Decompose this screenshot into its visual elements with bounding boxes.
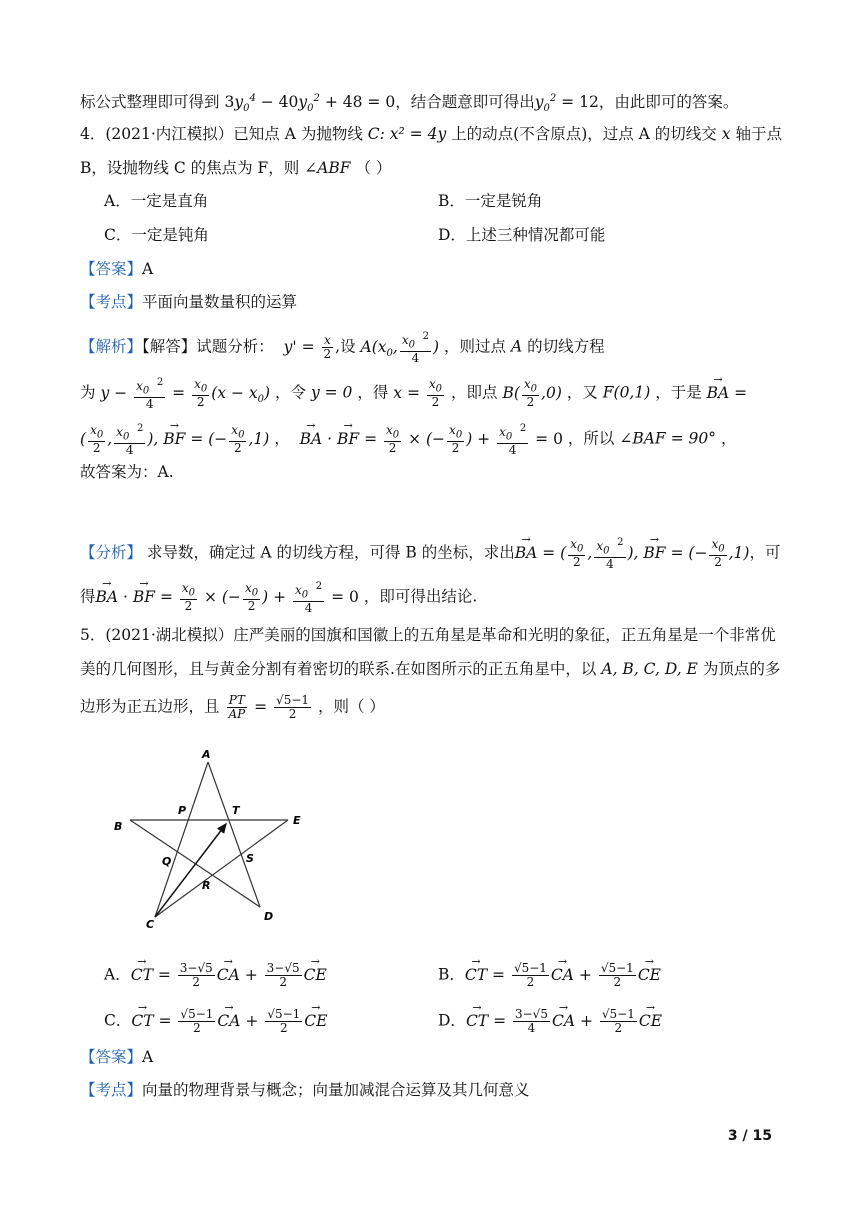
q4-stem-1c: 上的动点(不含原点)，过点 A 的切线交 bbox=[451, 125, 717, 143]
q5-answer-tag: 【答案】 bbox=[80, 1048, 143, 1066]
intro-suffix: ，由此即可的答案。 bbox=[598, 93, 739, 112]
q4-fenxi-tag: 【分析】 bbox=[80, 543, 143, 562]
q4-vec-ba-eq: → BA = bbox=[707, 384, 748, 402]
q4-l2-d: ，得 bbox=[357, 383, 389, 402]
intro-prefix: 标公式整理即可得到 bbox=[80, 93, 225, 112]
q4-analysis-t3: A bbox=[510, 337, 523, 356]
q4-stem-line-2 bbox=[80, 157, 780, 179]
q4-tangent-eq: y − $\frac{x_0 ^2}{4}$ = $\frac{x_0}{2}$ $(x - x_0)$ bbox=[100, 377, 271, 412]
q4-fenxi-end: ，可 bbox=[749, 543, 781, 562]
q4-option-b: B．一定是锐角 bbox=[438, 192, 543, 210]
q5-option-a-label: A． bbox=[104, 965, 131, 984]
q5-option-d-label: D． bbox=[438, 1011, 466, 1030]
q4-analysis-intro: 试题分析： bbox=[196, 337, 274, 356]
q4-stem-2a: B，设抛物线 C 的焦点为 F，则 bbox=[80, 159, 300, 177]
q5-stem-line-2 bbox=[80, 658, 780, 680]
q4-analysis-t4: 的切线方程 bbox=[527, 337, 605, 356]
q4-l3-a: ， bbox=[274, 429, 290, 448]
q4-answer-tag: 【答案】 bbox=[80, 260, 143, 278]
q4-conclusion: 故答案为：A. bbox=[80, 463, 174, 481]
pentagram-figure bbox=[100, 742, 330, 932]
q5-stem-3b: ，则（ ） bbox=[317, 697, 385, 716]
page-number: 3 / 15 bbox=[727, 1128, 772, 1144]
label-d: D bbox=[264, 910, 274, 923]
label-q: Q bbox=[162, 855, 172, 868]
q4-point-b: B( $\frac{x_0}{2}$ ,0) bbox=[502, 377, 562, 410]
q4-vectors: ( $\frac{x_0}{2}$ , $\frac{x_0 ^2}{4}$ ), → BF = (− $\frac{x_0}{2}$ ,1) bbox=[80, 430, 269, 448]
q4-analysis-t1: ,设 bbox=[335, 337, 356, 356]
q4-angle: ∠ABF bbox=[304, 159, 351, 177]
q5-point: 向量的物理背景与概念；向量加减混合运算及其几何意义 bbox=[142, 1081, 530, 1099]
q4-analysis-line-3 bbox=[80, 422, 780, 457]
q4-fenxi-vectors: → BA = ( $\frac{x_0}{2}$ , $\frac{x_0 ^2}{4}$ ), → BF = (− $\frac{x_0}{2}$ ,1) bbox=[515, 544, 750, 562]
q4-fenxi-2a: 得 bbox=[80, 587, 96, 606]
q5-option-a bbox=[104, 962, 327, 989]
edge-a-c bbox=[155, 762, 211, 917]
q5-option-b bbox=[438, 962, 661, 989]
q4-l3-d: ， bbox=[720, 429, 737, 448]
q4-derivative: y' = $\frac{x}{2}$ bbox=[278, 333, 332, 362]
q4-fenxi-text: 求导数，确定过 A 的切线方程，可得 B 的坐标，求出 bbox=[146, 543, 515, 562]
label-b: B bbox=[114, 820, 123, 833]
q4-option-d: D．上述三种情况都可能 bbox=[438, 226, 606, 244]
q4-fenxi-line-1 bbox=[80, 536, 780, 571]
q4-fenxi-2b: ，即可得出结论. bbox=[363, 587, 478, 606]
label-a: A bbox=[202, 748, 211, 761]
q4-l2-a: 为 bbox=[80, 383, 96, 402]
q4-l2-b: ，令 bbox=[274, 383, 306, 402]
q4-answer: A bbox=[142, 260, 154, 278]
q4-l2-f: ，又 bbox=[566, 383, 598, 402]
label-c: C bbox=[146, 918, 155, 931]
q4-analysis-tag: 【解析】 bbox=[80, 337, 143, 356]
q4-answer-line bbox=[80, 258, 780, 280]
q4-stem-1a: 4．(2021·内江模拟）已知点 A 为抛物线 bbox=[80, 125, 363, 143]
intro-equation-2: $y_0^2 = 12$ bbox=[534, 93, 599, 115]
q4-analysis-sub: 【解答】 bbox=[142, 337, 197, 356]
intro-line bbox=[80, 88, 780, 120]
q5-stem-2c: 为顶点的多 bbox=[702, 660, 781, 678]
q5-ratio: $\frac{PT}{AP}$ = $\frac{√5-1}{2}$ bbox=[228, 693, 310, 721]
q4-dot-product: → BA · → BF = $\frac{x_0}{2}$ × (− $\frac{x_0}{2}$ ) + $\frac{x_0 ^2}{4}$ = 0 bbox=[295, 430, 563, 448]
q5-answer: A bbox=[142, 1048, 154, 1066]
q5-stem-line-3 bbox=[80, 694, 780, 721]
q5-point-tag: 【考点】 bbox=[80, 1081, 143, 1099]
q5-option-b-label: B． bbox=[438, 965, 465, 984]
q5-stem-3a: 边形为正五边形，且 bbox=[80, 697, 220, 716]
q5-option-d bbox=[438, 1008, 662, 1035]
q5-option-c-expr: → CT = $\frac{√5-1}{2}$ → CA + $\frac{√5-1}{2}$ → CE bbox=[131, 1012, 327, 1030]
q5-option-c-label: C． bbox=[104, 1011, 132, 1030]
q4-l2-e: ，即点 bbox=[450, 383, 498, 402]
edge-c-e bbox=[155, 820, 288, 917]
q4-point: 平面向量数量积的运算 bbox=[142, 293, 298, 311]
q5-answer-line bbox=[80, 1046, 780, 1068]
label-s: S bbox=[246, 852, 254, 865]
q4-blank: （ ） bbox=[355, 159, 392, 177]
q4-x-value: x = $\frac{x_0}{2}$ bbox=[393, 377, 443, 410]
q5-option-d-expr: → CT = $\frac{3-√5}{4}$ → CA + $\frac{√5-1}{2}$ → CE bbox=[466, 1012, 662, 1030]
q4-point-a: $A(x_0$, $\frac{x_0 ^2}{4}$ ) bbox=[360, 331, 440, 366]
intro-mid: ，结合题意即可得出 bbox=[395, 93, 535, 112]
q5-option-c bbox=[104, 1008, 327, 1035]
label-r: R bbox=[202, 879, 211, 892]
q4-l2-c: y = 0 bbox=[310, 383, 353, 402]
q4-option-c: C．一定是钝角 bbox=[104, 226, 209, 244]
q4-x-axis: x bbox=[721, 125, 731, 143]
q5-stem-line-1: 5．(2021·湖北模拟）庄严美丽的国旗和国徽上的五角星是革命和光明的象征，正五角星是一个非常优 bbox=[80, 626, 776, 644]
q4-l2-h: ，于是 bbox=[655, 383, 702, 402]
vector-ct bbox=[155, 824, 226, 917]
q5-option-b-expr: → CT = $\frac{√5-1}{2}$ → CA + $\frac{√5-1}{2}$ → CE bbox=[465, 966, 661, 984]
q5-vertices: A, B, C, D, E bbox=[601, 660, 698, 678]
q4-analysis-t2: ，则过点 bbox=[444, 337, 507, 356]
q4-fenxi-dot: → BA · → BF = $\frac{x_0}{2}$ × (− $\frac{x_0}{2}$ ) + $\frac{x_0 ^2}{4}$ = 0 bbox=[96, 588, 359, 606]
label-p: P bbox=[178, 804, 187, 817]
q4-option-a: A．一定是直角 bbox=[104, 192, 209, 210]
label-e: E bbox=[293, 814, 301, 827]
intro-equation: $3y_0^4 - 40y_0^2 + 48 = 0$ bbox=[224, 93, 396, 115]
q4-fenxi-line-2 bbox=[80, 580, 780, 615]
q4-l3-c: ∠BAF = 90° bbox=[619, 429, 716, 448]
label-t: T bbox=[232, 804, 240, 817]
q4-stem-line-1 bbox=[80, 123, 780, 145]
q4-point-line bbox=[80, 291, 780, 313]
q4-l3-b: ，所以 bbox=[567, 429, 615, 448]
q4-point-tag: 【考点】 bbox=[80, 293, 143, 311]
q4-parabola: C: x² = 4y bbox=[367, 125, 447, 143]
q5-point-line bbox=[80, 1079, 780, 1101]
q5-option-a-expr: → CT = $\frac{3-√5}{2}$ → CA + $\frac{3-√5}{2}$ → CE bbox=[131, 966, 327, 984]
q5-stem-2a: 美的几何图形，且与黄金分割有着密切的联系.在如图所示的正五角星中，以 bbox=[80, 660, 597, 678]
q4-l2-g: F(0,1) bbox=[602, 383, 651, 402]
edge-a-d bbox=[208, 762, 260, 907]
q4-analysis-line-2 bbox=[80, 376, 780, 411]
q4-stem-1e: 轴于点 bbox=[735, 125, 782, 143]
q4-analysis-line-1 bbox=[80, 330, 780, 365]
